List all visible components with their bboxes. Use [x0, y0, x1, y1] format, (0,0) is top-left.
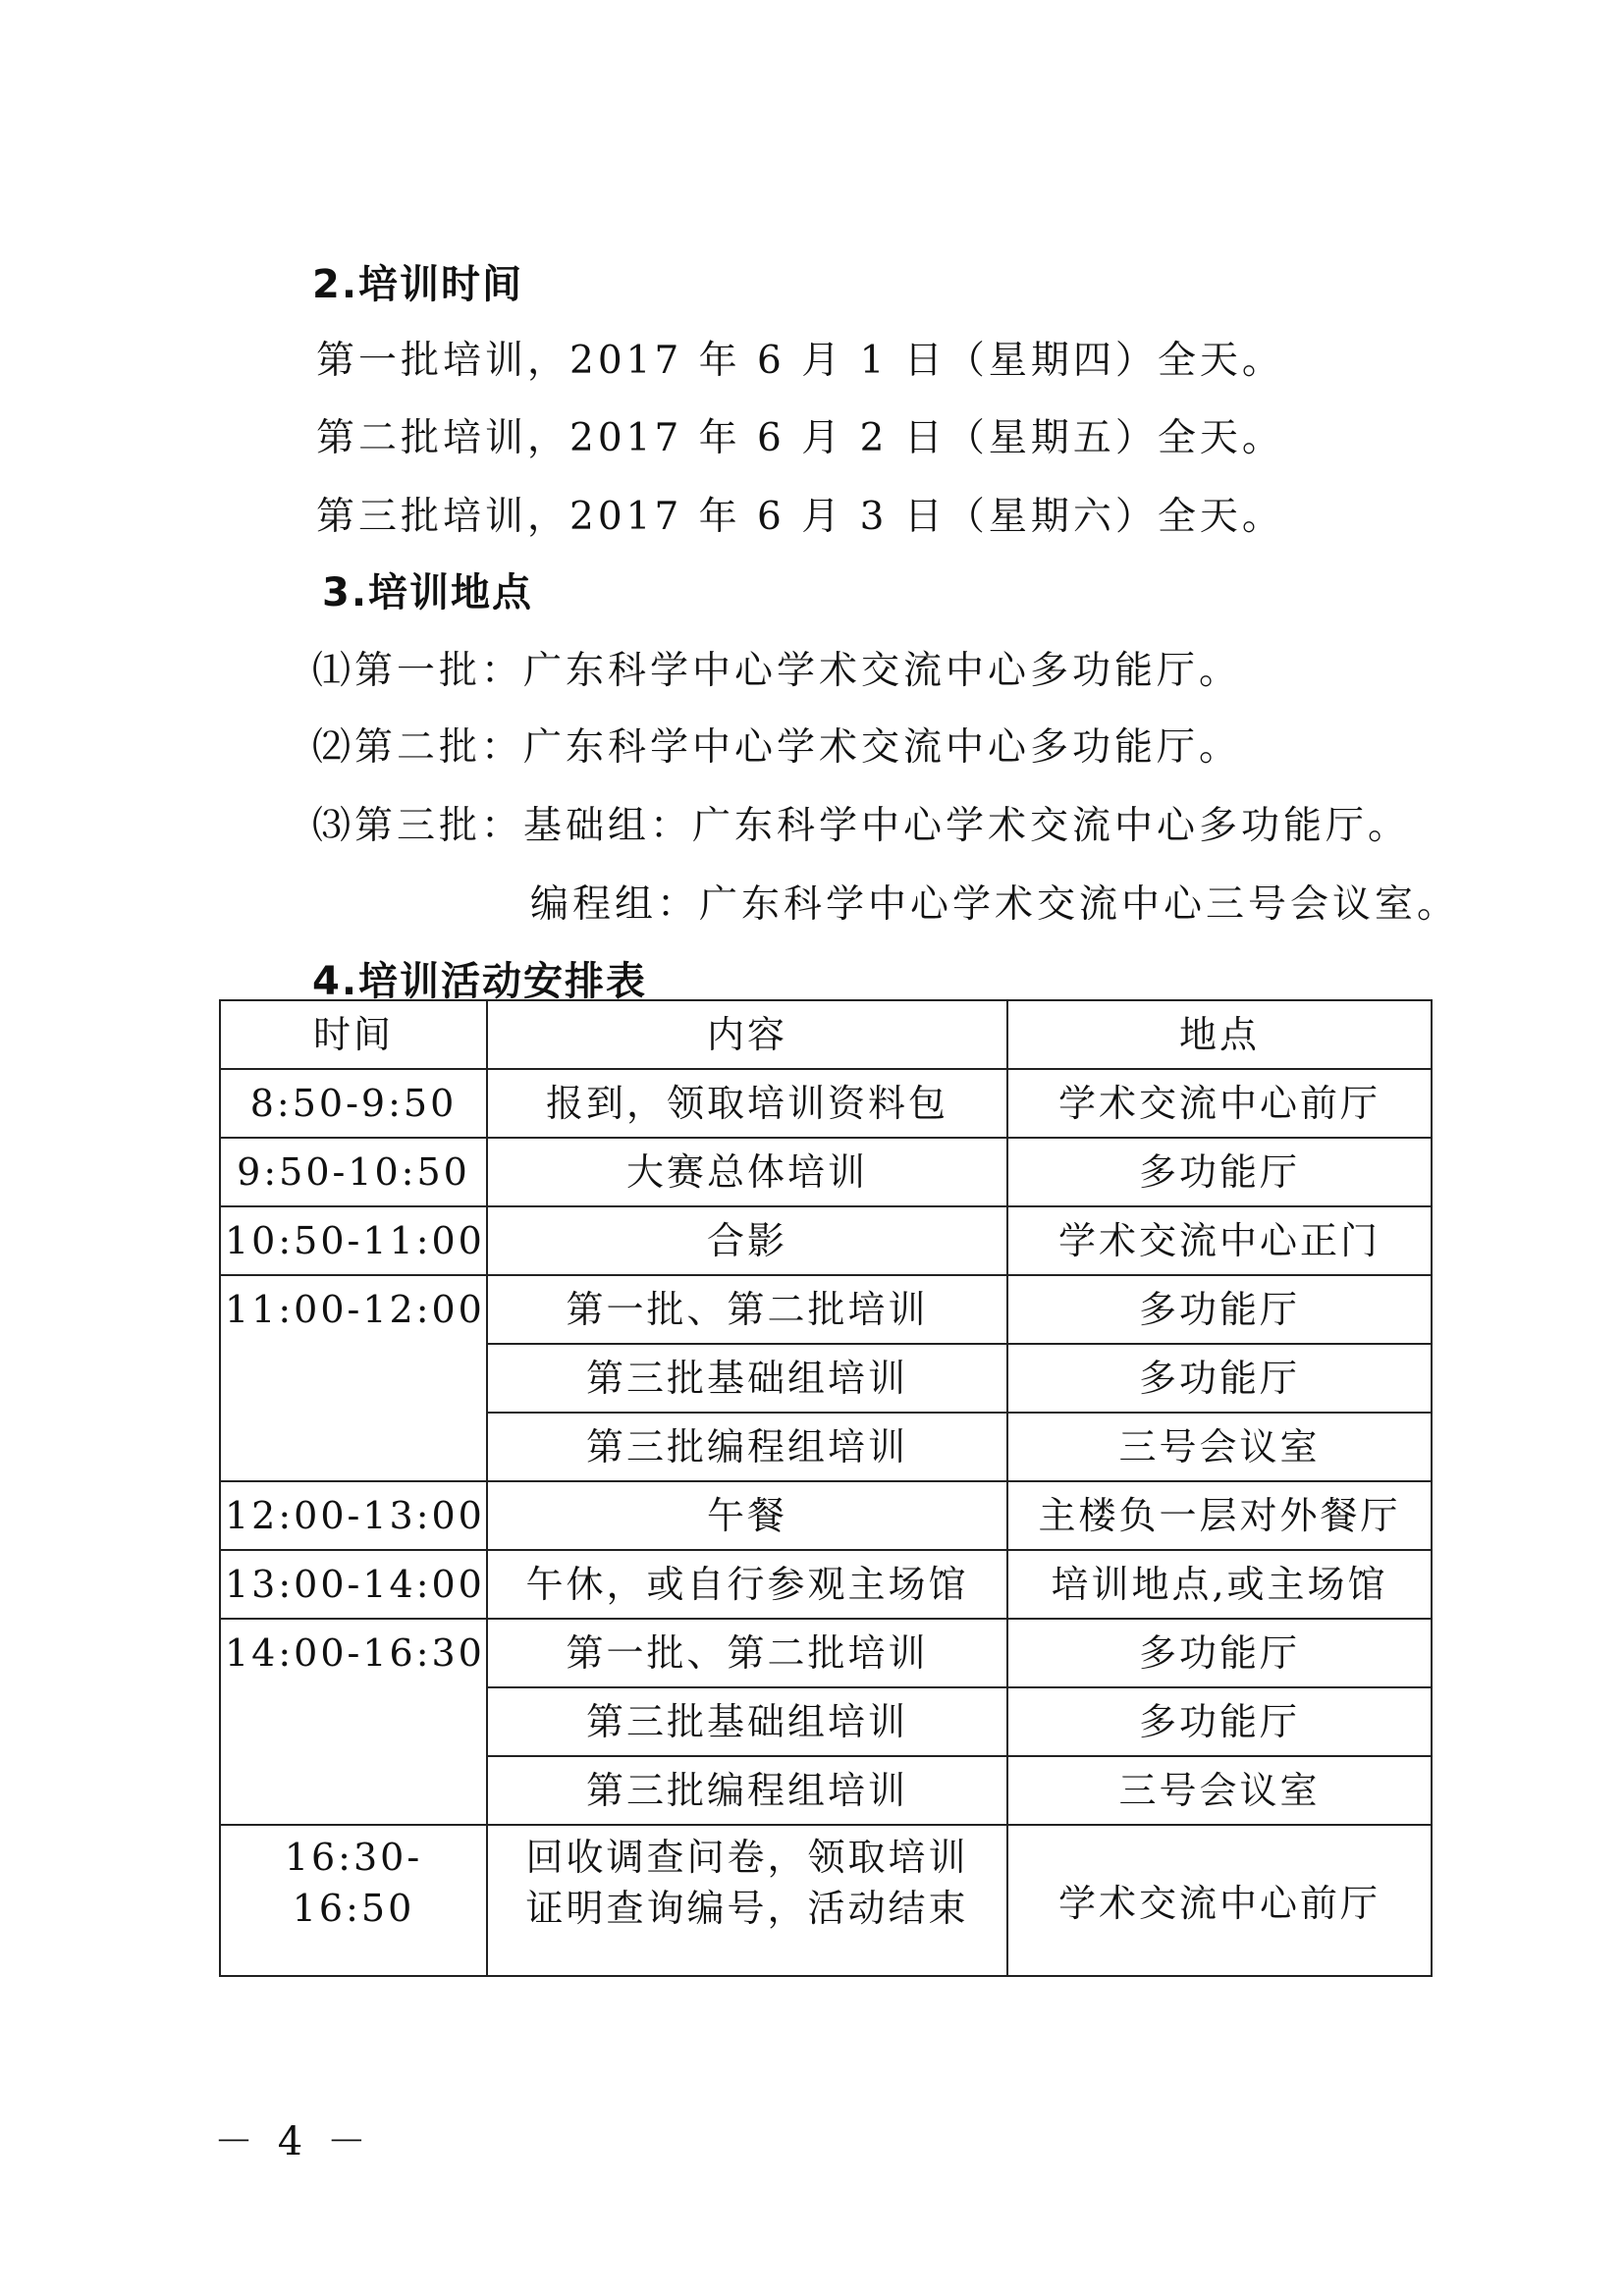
table-row: [220, 1138, 1432, 1206]
table-row: [220, 1825, 1432, 1976]
place-cell: 多功能厅: [1007, 1275, 1432, 1344]
table-row: [220, 1550, 1432, 1619]
time-cell: 14:00-16:30: [220, 1619, 487, 1825]
column-header-time: 时间: [220, 1000, 487, 1069]
content-cell: 报到，领取培训资料包: [487, 1069, 1007, 1138]
place-cell: 多功能厅: [1007, 1344, 1432, 1413]
location-text: 广东科学中心学术交流中心多功能厅。: [523, 725, 1242, 770]
location-label: ⑵第二批：: [312, 725, 524, 770]
time-cell: 8:50-9:50: [220, 1069, 487, 1138]
table-row: [220, 1069, 1432, 1138]
table-row: [220, 1275, 1432, 1344]
training-time-line-3: 第三批培训，2017 年 6 月 3 日（星期六）全天。: [316, 495, 1284, 539]
content-cell: 第三批基础组培训: [487, 1344, 1007, 1413]
time-cell: 10:50-11:00: [220, 1206, 487, 1275]
place-cell: 多功能厅: [1007, 1687, 1432, 1756]
place-cell: 主楼负一层对外餐厅: [1007, 1481, 1432, 1550]
place-cell: 培训地点,或主场馆: [1007, 1550, 1432, 1619]
place-cell: 三号会议室: [1007, 1756, 1432, 1825]
column-header-place: 地点: [1007, 1000, 1432, 1069]
content-cell: 第三批编程组培训: [487, 1756, 1007, 1825]
table-row: [220, 1619, 1432, 1687]
place-cell: 三号会议室: [1007, 1413, 1432, 1481]
location-item-1: [312, 640, 1241, 695]
place-cell: 多功能厅: [1007, 1138, 1432, 1206]
place-cell: 学术交流中心前厅: [1007, 1069, 1432, 1138]
content-cell: 大赛总体培训: [487, 1138, 1007, 1206]
time-cell: 13:00-14:00: [220, 1550, 487, 1619]
location-item-2: [312, 717, 1241, 772]
section-heading-schedule: 4.培训活动安排表: [312, 959, 648, 1004]
place-cell: 学术交流中心前厅: [1007, 1825, 1432, 1976]
time-cell: 16:30-16:50: [220, 1825, 487, 1976]
column-header-content: 内容: [487, 1000, 1007, 1069]
content-cell: 回收调查问卷，领取培训证明查询编号，活动结束: [487, 1825, 1007, 1976]
schedule-table: [219, 999, 1433, 1977]
place-cell: 多功能厅: [1007, 1619, 1432, 1687]
location-label: ⑴第一批：: [312, 649, 524, 693]
content-cell: 第一批、第二批培训: [487, 1275, 1007, 1344]
location-label: ⑶第三批：: [312, 804, 524, 848]
content-cell: 午餐: [487, 1481, 1007, 1550]
location-item-4: [530, 874, 1459, 929]
content-cell: 午休，或自行参观主场馆: [487, 1550, 1007, 1619]
training-time-line-2: 第二批培训，2017 年 6 月 2 日（星期五）全天。: [316, 416, 1284, 460]
content-cell: 合影: [487, 1206, 1007, 1275]
time-cell: 12:00-13:00: [220, 1481, 487, 1550]
content-cell: 第三批编程组培训: [487, 1413, 1007, 1481]
time-cell: 11:00-12:00: [220, 1275, 487, 1481]
page-number: － 4 －: [214, 2119, 372, 2164]
table-row: [220, 1206, 1432, 1275]
location-text: 广东科学中心学术交流中心多功能厅。: [523, 649, 1242, 693]
table-header-row: [220, 1000, 1432, 1069]
location-text: 基础组：广东科学中心学术交流中心多功能厅。: [523, 804, 1411, 848]
place-cell: 学术交流中心正门: [1007, 1206, 1432, 1275]
content-cell: 第一批、第二批培训: [487, 1619, 1007, 1687]
location-text: 编程组：广东科学中心学术交流中心三号会议室。: [530, 882, 1460, 927]
content-cell: 第三批基础组培训: [487, 1687, 1007, 1756]
section-heading-training-time: 2.培训时间: [312, 262, 524, 307]
training-time-line-1: 第一批培训，2017 年 6 月 1 日（星期四）全天。: [316, 339, 1284, 383]
section-heading-training-location: 3.培训地点: [322, 570, 534, 615]
table-row: [220, 1481, 1432, 1550]
time-cell: 9:50-10:50: [220, 1138, 487, 1206]
location-item-3: [312, 795, 1410, 850]
